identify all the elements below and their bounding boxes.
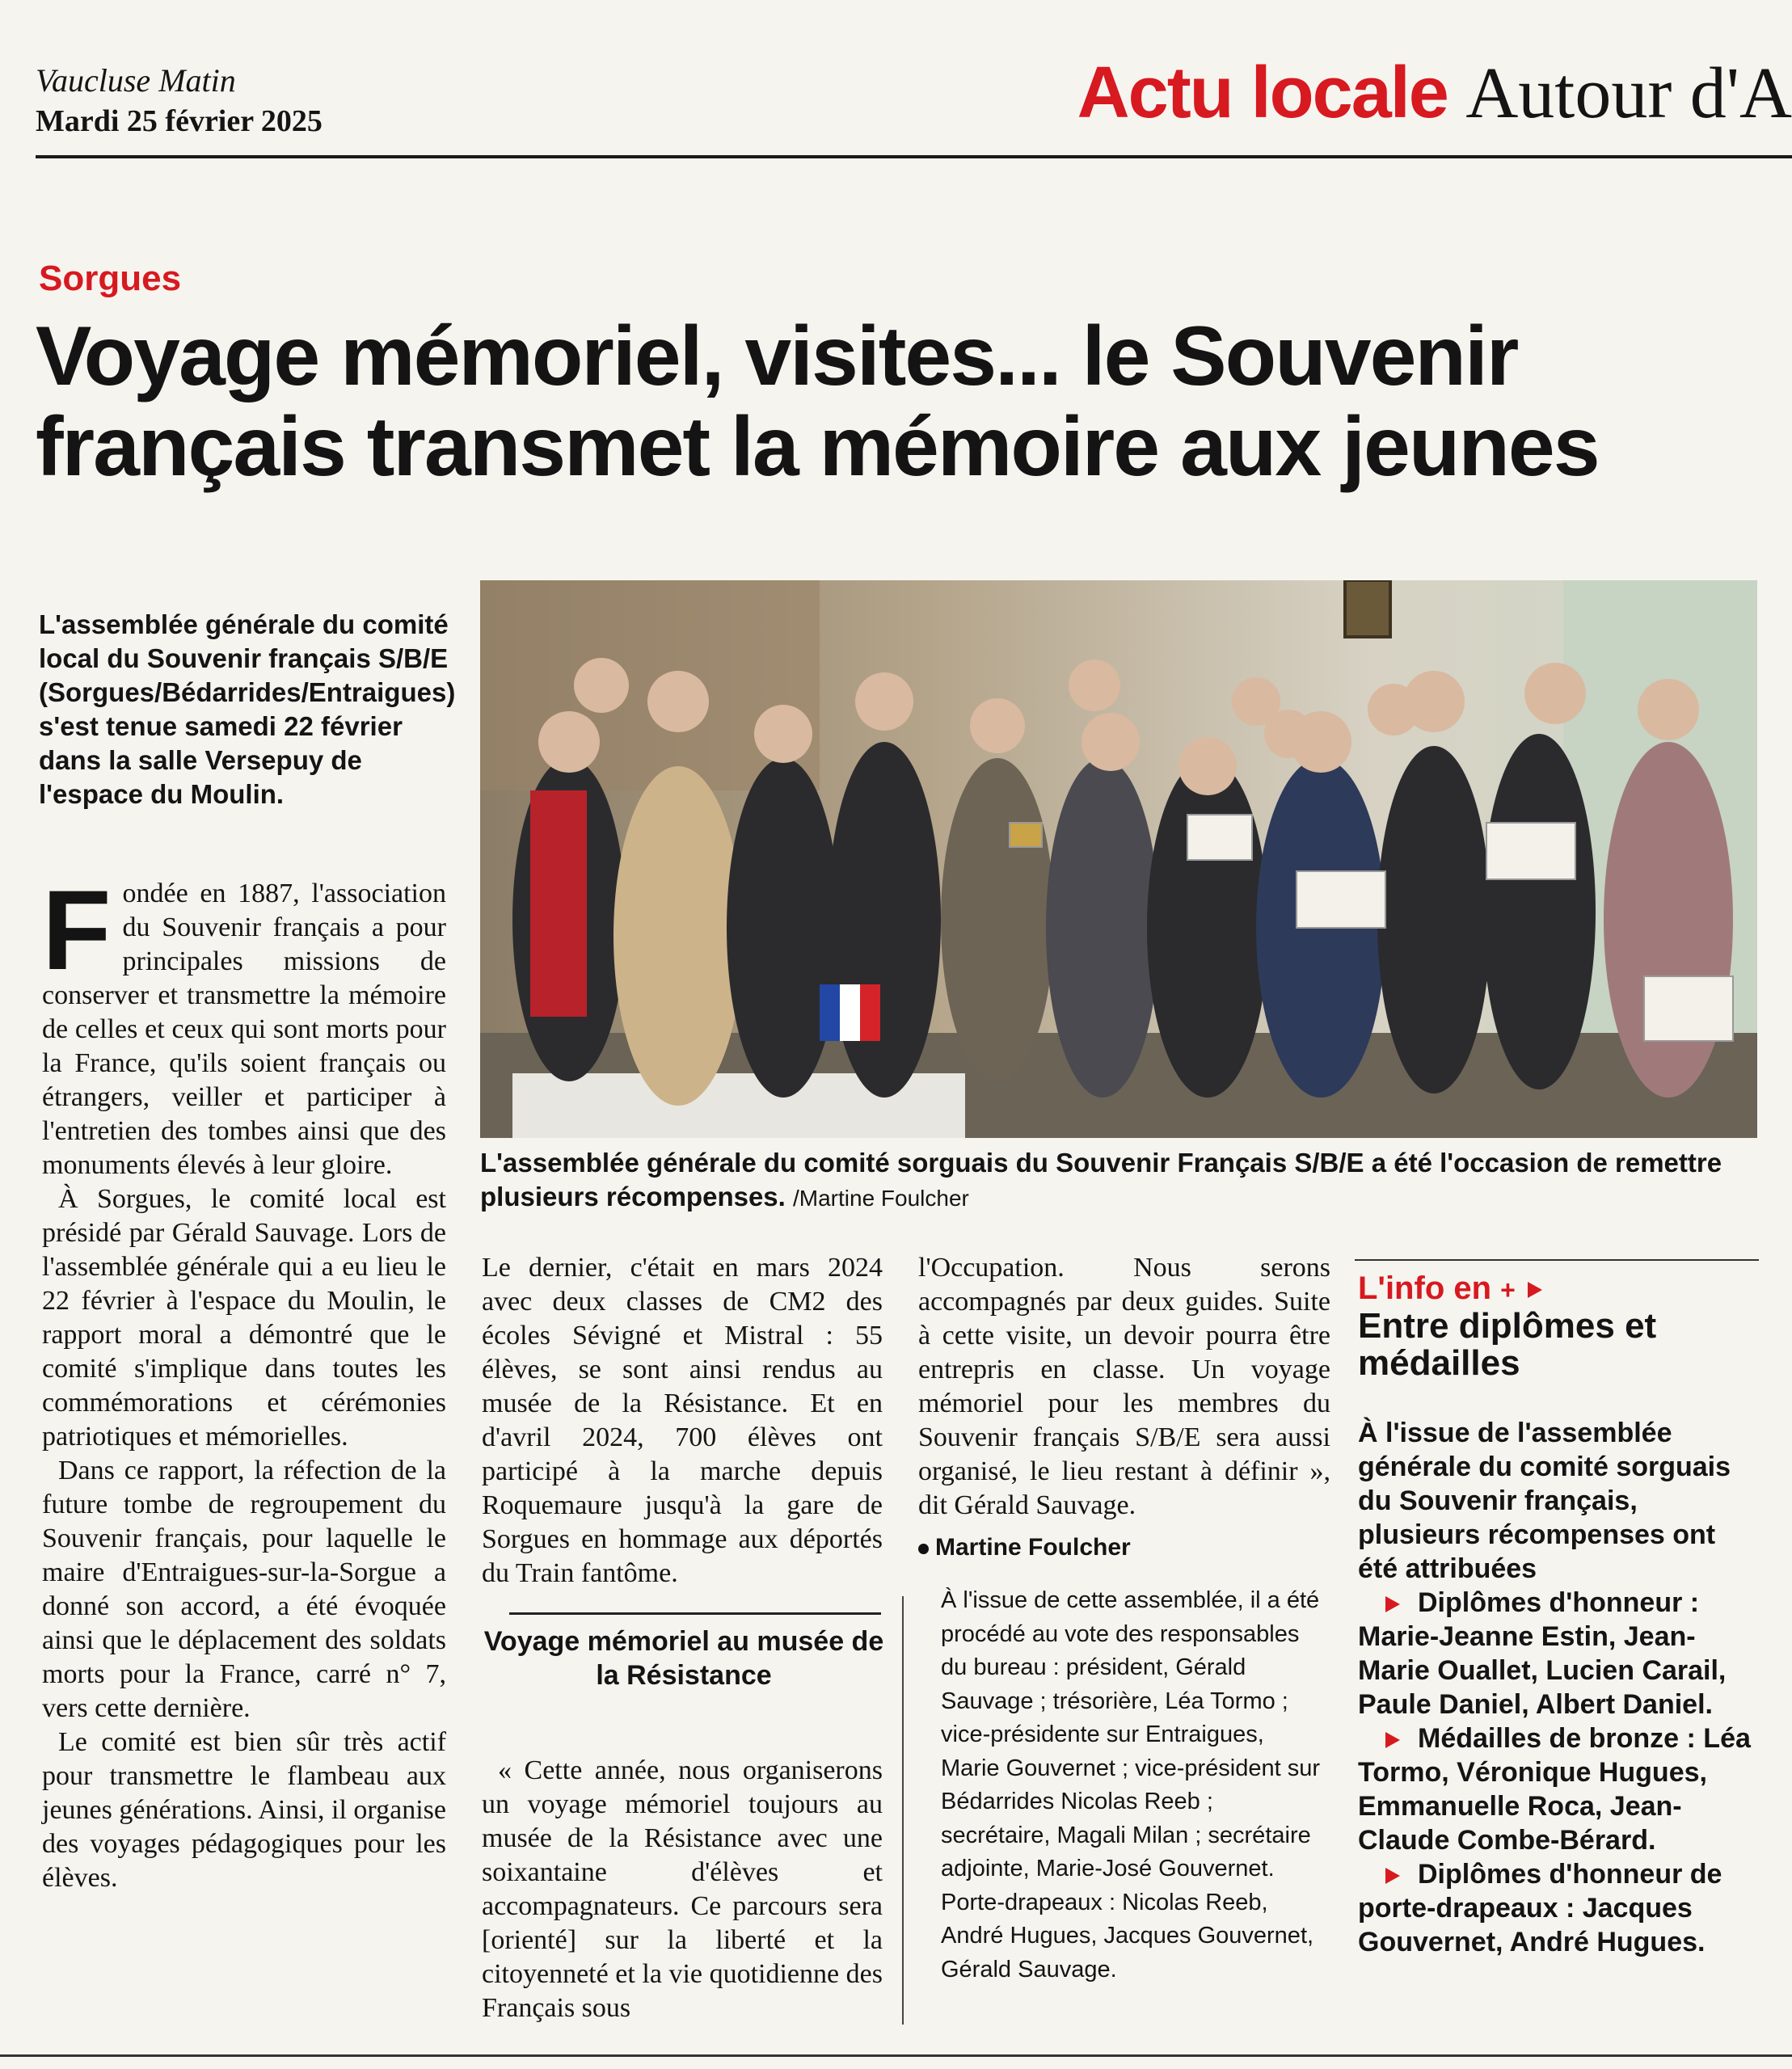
subhead: Voyage mémoriel au musée de la Résistance <box>483 1626 884 1691</box>
article-column-2 <box>482 1251 883 1591</box>
arrow-icon <box>1385 1732 1400 1748</box>
drop-cap: F <box>42 866 112 993</box>
sidebar-item-text: Médailles de bronze : Léa Tormo, Véronique Hugues, Emmanuelle Roca, Jean-Claude Combe-Bérard. <box>1358 1723 1751 1856</box>
sidebar-body <box>1358 1416 1762 1959</box>
sidebar-title: Entre diplômes et médailles <box>1358 1306 1657 1383</box>
subhead-rule <box>509 1612 881 1615</box>
newspaper-name: Vaucluse Matin <box>36 62 236 99</box>
sidebar-item-text: Diplômes d'honneur : Marie-Jeanne Estin, Jean-Marie Ouallet, Lucien Carail, Paule Daniel, Albert Daniel. <box>1358 1587 1727 1720</box>
issue-date: Mardi 25 février 2025 <box>36 104 323 138</box>
paragraph-1-text: ondée en 1887, l'association du Souvenir français a pour principales missions de conserver et transmettre la mémoire de celles et ceux qui sont morts pour la France, qu'ils soient français ou étrangers, veiller et participer à l'entretien des tombes ainsi que des monuments élevés à leur gloire. <box>42 879 446 1180</box>
arrow-icon <box>1385 1868 1400 1884</box>
article-column-3 <box>918 1251 1330 1565</box>
photo-credit: /Martine Foulcher <box>793 1186 969 1211</box>
section-title-black: Autour d'A <box>1465 53 1792 133</box>
photo-caption-text: L'assemblée générale du comité sorguais du Souvenir Français S/B/E a été l'occasion de remettre plusieurs récompenses. <box>480 1148 1722 1211</box>
article-column-1 <box>42 866 446 1895</box>
sidebar-item <box>1358 1721 1762 1857</box>
lead-paragraph: L'assemblée générale du comité local du Souvenir français S/B/E (Sorgues/Bédarrides/Entraigues) s'est tenue samedi 22 février dans la salle Versepuy de l'espace du Moulin. <box>39 609 456 809</box>
info-label-text: L'info en <box>1358 1270 1492 1306</box>
group-photo-illustration <box>480 580 1757 1138</box>
bullet-icon <box>918 1544 929 1554</box>
header-rule <box>36 155 1792 158</box>
author-name: Martine Foulcher <box>935 1534 1131 1561</box>
column-rule <box>902 1596 904 2025</box>
author-signature <box>918 1531 1330 1565</box>
paragraph-7: l'Occupation. Nous serons accompagnés par deux guides. Suite à cette visite, un devoir pourra être entrepris en classe. Un voyage mémoriel pour les membres du Souvenir français S/B/E sera aussi organisé, le lieu restant à définir », dit Gérald Sauvage. <box>918 1253 1330 1520</box>
group-photo <box>480 580 1757 1138</box>
bureau-box: À l'issue de cette assemblée, il a été procédé au vote des responsables du bureau : président, Gérald Sauvage ; trésorière, Léa Tormo ; vice-présidente sur Entraigues, Marie Gouvernet ; vice-président sur Bédarrides Nicolas Reeb ; secrétaire, Magali Milan ; secrétaire adjointe, Marie-José Gouvernet. Porte-drapeaux : Nicolas Reeb, André Hugues, Jacques Gouvernet, Gérald Sauvage. <box>941 1587 1321 1983</box>
paragraph-6: « Cette année, nous organiserons un voyage mémoriel toujours au musée de la Résistance avec une soixantaine d'élèves et accompagnateurs. Ce parcours sera [orienté] sur la liberté et la citoyenneté et la vie quotidienne des Français sous <box>482 1755 883 2023</box>
paragraph-4: Le comité est bien sûr très actif pour transmettre le flambeau aux jeunes générations. Ainsi, il organise des voyages pédagogiques pour les élèves. <box>42 1727 446 1893</box>
paragraph-2: À Sorgues, le comité local est présidé par Gérald Sauvage. Lors de l'assemblée générale qui a eu lieu le 22 février à l'espace du Moulin, le rapport moral a démontré que le comité s'implique dans toutes les commémorations et cérémonies patriotiques et mémorielles. <box>42 1184 446 1452</box>
sidebar-item <box>1358 1857 1762 1959</box>
arrow-icon <box>1528 1282 1542 1298</box>
paragraph-3: Dans ce rapport, la réfection de la future tombe de regroupement du Souvenir français, pour laquelle le maire d'Entraigues-sur-la-Sorgue a donné son accord, a été évoquée ainsi que le déplacement des soldats morts pour la France, carré n° 7, vers cette dernière. <box>42 1456 446 1723</box>
footer-rule <box>0 2054 1792 2057</box>
article-column-2-bottom <box>482 1754 883 2025</box>
section-title <box>1077 53 1792 133</box>
sidebar-intro: À l'issue de l'assemblée générale du comité sorguais du Souvenir français, plusieurs récompenses ont été attribuées <box>1358 1418 1731 1584</box>
sidebar-item-text: Diplômes d'honneur de porte-drapeaux : Jacques Gouvernet, André Hugues. <box>1358 1859 1722 1957</box>
sidebar-item <box>1358 1586 1762 1721</box>
arrow-icon <box>1385 1596 1400 1612</box>
sidebar-rule <box>1355 1259 1759 1261</box>
section-title-red: Actu locale <box>1077 53 1448 133</box>
info-label <box>1358 1270 1542 1307</box>
paragraph-5: Le dernier, c'était en mars 2024 avec deux classes de CM2 des écoles Sévigné et Mistral : 55 élèves, se sont ainsi rendus au musée de la Résistance. Et en d'avril 2024, 700 élèves ont participé à la marche depuis Roquemaure jusqu'à la gare de Sorgues en hommage aux déportés du Train fantôme. <box>482 1253 883 1588</box>
paragraph-1 <box>42 866 446 1182</box>
plus-icon: + <box>1500 1275 1516 1304</box>
kicker: Sorgues <box>39 259 182 298</box>
photo-caption <box>480 1146 1757 1216</box>
headline: Voyage mémoriel, visites... le Souvenir français transmet la mémoire aux jeunes <box>36 310 1599 494</box>
